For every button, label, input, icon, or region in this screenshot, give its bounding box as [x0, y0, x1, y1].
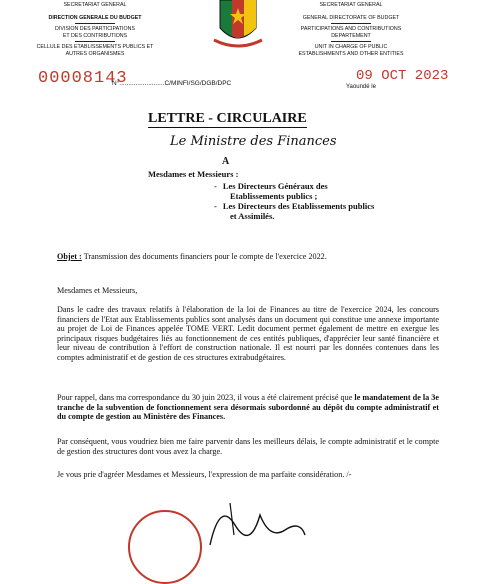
paragraph-2-emphasis: le mandatement de la 3e tranche de la subvention de fonctionnement sera désormais subordonné au dépôt du compte administratif et du compte de gestion au Ministère des Finances. — [57, 393, 440, 422]
addressees-list — [214, 181, 374, 221]
header-right-line3: PARTICIPATIONS AND CONTRIBUTIONS — [300, 26, 402, 33]
header-left-line2: DIRECTION GENERALE DU BUDGET — [48, 14, 142, 21]
paragraph-2-intro: Pour rappel, dans ma correspondance du 30 juin 2023, il vous a été clairement précisé que — [57, 393, 353, 402]
addressees-heading: Mesdames et Messieurs : — [148, 169, 239, 179]
official-seal-stamp — [128, 510, 202, 584]
header-left-divider — [75, 23, 115, 24]
header-right-line6: ESTABLISHMENTS AND OTHER ENTITIES — [298, 51, 404, 58]
document-title: LETTRE - CIRCULAIRE — [148, 111, 307, 126]
header-left-line6: AUTRES ORGANISMES — [65, 51, 125, 58]
signature — [190, 495, 310, 550]
place-label: Yaoundé le — [346, 84, 376, 90]
header-left — [30, 2, 160, 58]
header-right-line1: SECRETARIAT GENERAL — [319, 2, 383, 8]
sender-title: Le Ministre des Finances — [170, 134, 337, 149]
addressee-line-2: Etablissements publics ; — [230, 191, 318, 202]
paragraph-2 — [57, 393, 439, 422]
closing-line: Je vous prie d'agréer Mesdames et Messieurs, l'expression de ma parfaite considération. /- — [57, 470, 352, 479]
addressee-line-4: et Assimilés. — [230, 211, 275, 222]
date-stamp: 09 OCT 2023 — [356, 68, 449, 84]
header-right-line2: GENERAL DIRECTORATE OF BUDGET — [302, 14, 400, 21]
paragraph-1: Dans le cadre des travaux relatifs à l'élaboration de la loi de Finances au titre de l'exercice 2024, les concours financiers de l'Etat aux Etablissements publics sont analysés dans un document qui constitue une annexe importante au projet de Loi de Finances appelée TOME VERT. Ledit document permet également de mettre en exergue les principaux risques budgétaires liés au fonctionnement de ces entités publiques, d'apprécier leur santé financière et leur niveau de contribution à l'effort de construction nationale. Il est nourri par les données contenues dans les comptes administratif et de gestion de ces structures extrabudgétaires. — [57, 305, 439, 362]
header-right-divider — [331, 23, 371, 24]
objet-label: Objet : — [57, 252, 82, 261]
coat-of-arms-emblem — [210, 0, 266, 50]
reference-suffix: N°.........................C/MINFI/SG/DGB/DPC — [112, 80, 232, 87]
header-right-line4: DEPARTEMENT — [331, 32, 371, 39]
header-left-line1: SECRETARIAT GENERAL — [63, 2, 127, 8]
header-right-line5: UNIT IN CHARGE OF PUBLIC — [314, 44, 388, 51]
reference-number-stamp: 00008143 — [38, 69, 128, 88]
header-right-divider-2 — [331, 41, 371, 42]
salutation: Mesdames et Messieurs, — [57, 286, 138, 295]
header-left-line5: CELLULE DES ETABLISSEMENTS PUBLICS ET — [36, 44, 154, 51]
header-left-divider-2 — [75, 41, 115, 42]
paragraph-3: Par conséquent, vous voudriez bien me faire parvenir dans les meilleurs délais, le compte administratif et le compte de gestion des structures dont vous avez la charge. — [57, 437, 439, 456]
header-left-line3: DIVISION DES PARTICIPATIONS — [55, 26, 135, 33]
objet-line — [57, 252, 439, 262]
addressee-line-1: - Les Directeurs Généraux des — [214, 181, 328, 191]
addressee-line-3: - Les Directeurs des Etablissements publics — [214, 201, 375, 212]
objet-text: Transmission des documents financiers pour le compte de l'exercice 2022. — [83, 252, 327, 261]
header-right — [292, 2, 410, 58]
to-label: A — [222, 156, 230, 167]
header-left-line4: ET DES CONTRIBUTIONS — [62, 32, 128, 39]
